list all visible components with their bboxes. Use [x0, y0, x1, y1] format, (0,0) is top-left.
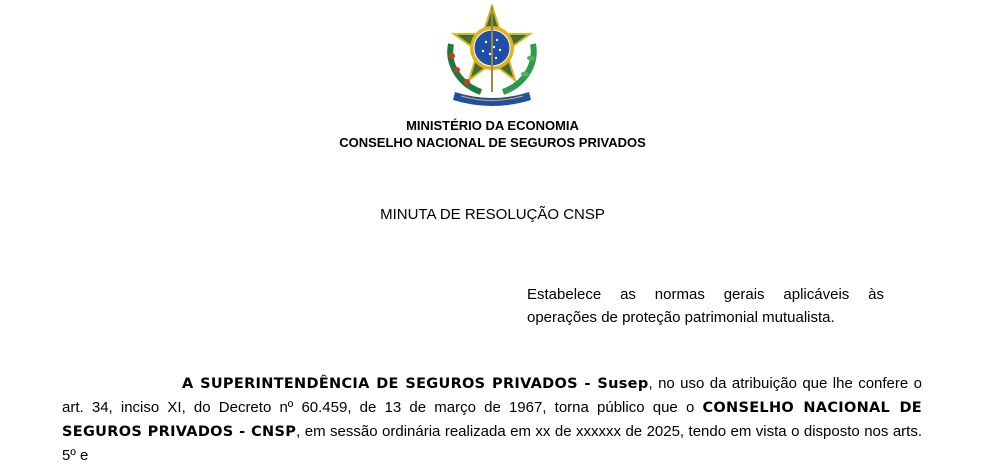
preamble-paragraph: [62, 372, 922, 467]
preamble-authority: A SUPERINTENDÊNCIA DE SEGUROS PRIVADOS: [182, 376, 578, 392]
preamble-council-name: CONSELHO NACIONAL DE SEGUROS PRIVADOS - CNSP: [62, 400, 922, 440]
brazil-coat-of-arms-icon: [437, 4, 547, 112]
council-name: CONSELHO NACIONAL DE SEGUROS PRIVADOS: [339, 135, 646, 150]
preamble-text-2: , em sessão ordinária realizada em xx de xxxxxx de 2025, tendo em vista o disposto nos arts. 5º e: [62, 423, 922, 464]
ministry-name: MINISTÉRIO DA ECONOMIA: [406, 118, 579, 133]
document-title: MINUTA DE RESOLUÇÃO CNSP: [380, 206, 605, 223]
preamble-authority-suffix: - Susep: [577, 376, 649, 392]
preamble-text-1: , no uso da atribuição que lhe confere o art. 34, inciso XI, do Decreto nº 60.459, de 13 de março de 1967, torna público que o: [62, 375, 922, 416]
document-ementa: Estabelece as normas gerais aplicáveis às operações de proteção patrimonial mutualista.: [527, 286, 884, 326]
